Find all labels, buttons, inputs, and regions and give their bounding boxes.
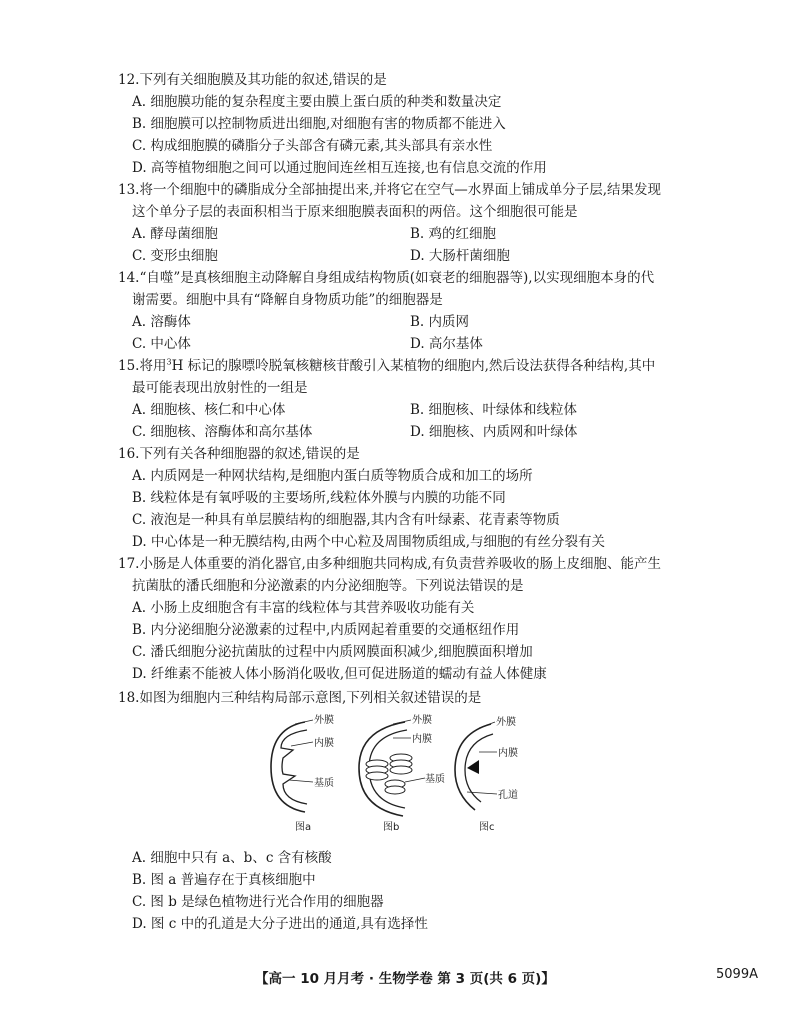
- question-12-option-b: B. 细胞膜可以控制物质进出细胞,对细胞有害的物质都不能进入: [132, 116, 506, 132]
- question-15-option-a: A. 细胞核、核仁和中心体: [132, 402, 286, 418]
- question-18-option-c: C. 图 b 是绿色植物进行光合作用的细胞器: [132, 894, 384, 910]
- question-13-option-c: C. 变形虫细胞: [132, 248, 218, 264]
- question-13-option-d: D. 大肠杆菌细胞: [410, 248, 510, 264]
- question-13-option-b: B. 鸡的红细胞: [410, 226, 497, 242]
- question-15-option-d: D. 细胞核、内质网和叶绿体: [410, 424, 578, 440]
- question-15-stem-line1: 15.将用$^3$H 标记的腺嘌呤脱氧核糖核苷酸引入某植物的细胞内,然后设法获得各种结构,其中: [118, 357, 656, 374]
- question-16-option-d: D. 中心体是一种无膜结构,由两个中心粒及周围物质组成,与细胞的有丝分裂有关: [132, 534, 606, 550]
- question-17-option-a: A. 小肠上皮细胞含有丰富的线粒体与其营养吸收功能有关: [132, 600, 475, 616]
- question-17-stem-line1: 17.小肠是人体重要的消化器官,由多种细胞共同构成,有负责营养吸收的肠上皮细胞、能产生: [118, 556, 662, 572]
- question-15-option-c: C. 细胞核、溶酶体和高尔基体: [132, 424, 313, 440]
- question-16-option-c: C. 液泡是一种具有单层膜结构的细胞器,其内含有叶绿素、花青素等物质: [132, 512, 560, 528]
- question-14-option-d: D. 高尔基体: [410, 336, 483, 352]
- question-16-option-b: B. 线粒体是有氧呼吸的主要场所,线粒体外膜与内膜的功能不同: [132, 490, 506, 506]
- figure-b-outer-label: 外膜: [412, 715, 432, 726]
- question-15-option-b: B. 细胞核、叶绿体和线粒体: [410, 402, 578, 418]
- question-18-option-a: A. 细胞中只有 a、b、c 含有核酸: [132, 850, 332, 866]
- question-12-option-a: A. 细胞膜功能的复杂程度主要由膜上蛋白质的种类和数量决定: [132, 94, 502, 110]
- figure-a-inner-membrane: [281, 730, 307, 804]
- question-15-stem-line2: 最可能表现出放射性的一组是: [132, 380, 308, 396]
- question-13-stem-line1: 13.将一个细胞中的磷脂成分全部抽提出来,并将它在空气—水界面上铺成单分子层,结果发现: [118, 182, 662, 198]
- organelle-diagram: [265, 712, 535, 837]
- figure-c-pore-label: 孔道: [498, 790, 518, 801]
- figure-c-pore-marker: [467, 760, 479, 774]
- exam-code: 5099A: [716, 967, 758, 982]
- question-17-stem-line2: 抗菌肽的潘氏细胞和分泌激素的内分泌细胞等。下列说法错误的是: [132, 578, 524, 594]
- figure-b-inner-label: 内膜: [412, 734, 432, 745]
- question-14-stem-line2: 谢需要。细胞中具有“降解自身物质功能”的细胞器是: [132, 292, 443, 308]
- figure-a-inner-label: 内膜: [314, 738, 334, 749]
- figure-c-inner-label: 内膜: [498, 748, 518, 759]
- figure-a-outer-label: 外膜: [314, 715, 334, 726]
- question-14-option-c: C. 中心体: [132, 336, 191, 352]
- figure-b-chloroplast: [359, 713, 445, 833]
- question-12-stem: 12.下列有关细胞膜及其功能的叙述,错误的是: [118, 72, 387, 88]
- figure-a-caption: 图a: [295, 822, 312, 833]
- question-17-option-d: D. 纤维素不能被人体小肠消化吸收,但可促进肠道的蠕动有益人体健康: [132, 666, 547, 682]
- superscript-3: 3: [166, 357, 172, 367]
- figure-c-nuclear-envelope: [455, 715, 518, 833]
- question-16-option-a: A. 内质网是一种网状结构,是细胞内蛋白质等物质合成和加工的场所: [132, 468, 533, 484]
- page-footer: 【高一 10 月月考 · 生物学卷 第 3 页(共 6 页)】: [255, 971, 555, 987]
- figure-b-caption: 图b: [383, 822, 400, 833]
- question-18-option-b: B. 图 a 普遍存在于真核细胞中: [132, 872, 316, 888]
- question-14-stem-line1: 14.“自噬”是真核细胞主动降解自身组成结构物质(如衰老的细胞器等),以实现细胞本身的代: [118, 270, 655, 286]
- question-18-option-d: D. 图 c 中的孔道是大分子进出的通道,具有选择性: [132, 916, 428, 932]
- question-13-stem-line2: 这个单分子层的表面积相当于原来细胞膜表面积的两倍。这个细胞很可能是: [132, 204, 578, 220]
- figure-a-matrix-label: 基质: [314, 778, 334, 789]
- figure-a-mitochondrion: [271, 713, 334, 833]
- question-12-option-d: D. 高等植物细胞之间可以通过胞间连丝相互连接,也有信息交流的作用: [132, 160, 547, 176]
- question-13-option-a: A. 酵母菌细胞: [132, 226, 218, 242]
- figure-b-matrix-label: 基质: [425, 774, 445, 785]
- question-14-option-b: B. 内质网: [410, 314, 470, 330]
- question-17-option-b: B. 内分泌细胞分泌激素的过程中,内质网起着重要的交通枢纽作用: [132, 622, 520, 638]
- figure-c-caption: 图c: [479, 822, 495, 833]
- question-12-option-c: C. 构成细胞膜的磷脂分子头部含有磷元素,其头部具有亲水性: [132, 138, 493, 154]
- figure-c-outer-label: 外膜: [496, 717, 516, 728]
- question-18-stem: 18.如图为细胞内三种结构局部示意图,下列相关叙述错误的是: [118, 690, 482, 706]
- question-17-option-c: C. 潘氏细胞分泌抗菌肽的过程中内质网膜面积减少,细胞膜面积增加: [132, 644, 533, 660]
- question-14-option-a: A. 溶酶体: [132, 314, 191, 330]
- question-16-stem: 16.下列有关各种细胞器的叙述,错误的是: [118, 446, 360, 462]
